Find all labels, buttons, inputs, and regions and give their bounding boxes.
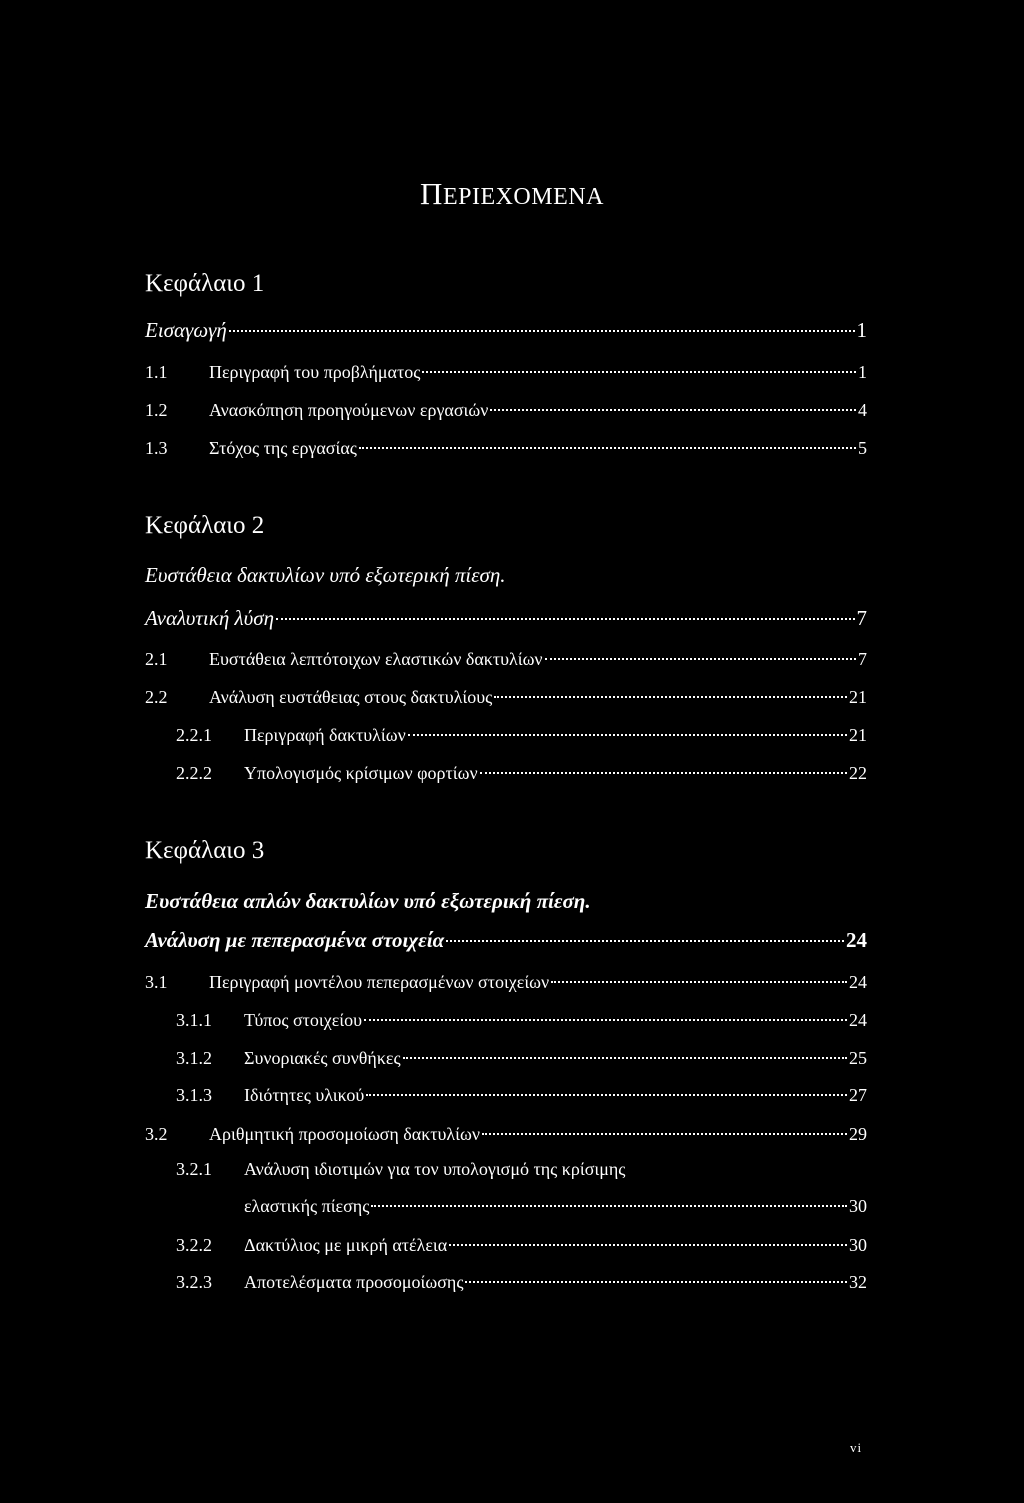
chapter-1-label: Κεφάλαιο 1 — [145, 270, 265, 297]
toc-entry-number: 3.2.1 — [176, 1159, 212, 1179]
toc-entry-number: 3.2.2 — [176, 1235, 212, 1255]
toc-entry-number: 3.1 — [145, 972, 168, 992]
toc-entry-title: Περιγραφή μοντέλου πεπερασμένων στοιχείων — [209, 972, 550, 992]
dot-leader — [545, 658, 856, 660]
toc-page-number: 4 — [858, 400, 867, 420]
dot-leader — [364, 1019, 847, 1021]
toc-entry-ch1-title[interactable] — [145, 316, 867, 344]
toc-entry-title: Ανάλυση με πεπερασμένα στοιχεία — [145, 928, 445, 952]
toc-entry-3-2-2[interactable] — [176, 1231, 867, 1259]
toc-entry-title: Περιγραφή δακτυλίων — [244, 725, 406, 745]
toc-entry-title: Συνοριακές συνθήκες — [244, 1048, 401, 1068]
toc-entry-2-2-1[interactable] — [176, 721, 867, 749]
toc-entry-title: Στόχος της εργασίας — [209, 438, 357, 458]
dot-leader — [446, 940, 844, 942]
chapter-2-title: Ευστάθεια δακτυλίων υπό εξωτερική πίεση. — [145, 563, 506, 587]
toc-page-number: 27 — [849, 1085, 867, 1105]
toc-entry-number: 3.1.2 — [176, 1048, 212, 1068]
toc-entry-number: 2.2.1 — [176, 725, 212, 745]
toc-entry-1-2[interactable] — [145, 396, 867, 424]
toc-page-number: 21 — [849, 687, 867, 707]
toc-entry-title: Τύπος στοιχείου — [244, 1010, 363, 1030]
toc-entry-title: Ανάλυση ευστάθειας στους δακτυλίους — [209, 687, 493, 707]
toc-page-number: 30 — [849, 1196, 867, 1216]
toc-entry-2-2[interactable] — [145, 683, 867, 711]
toc-page-number: 24 — [846, 928, 867, 952]
toc-entry-1-1[interactable] — [145, 358, 867, 386]
toc-entry-title: Εισαγωγή — [145, 318, 227, 342]
toc-page-number: 32 — [849, 1272, 867, 1292]
toc-entry-title: Ανάλυση ιδιοτιμών για τον υπολογισμό της κρίσιμης — [244, 1159, 626, 1179]
chapter-3-label: Κεφάλαιο 3 — [145, 837, 265, 864]
toc-entry-3-1[interactable] — [145, 968, 867, 996]
dot-leader — [403, 1057, 847, 1059]
toc-page-number: 24 — [849, 972, 867, 992]
toc-entry-number: 1.2 — [145, 400, 168, 420]
toc-entry-1-3[interactable] — [145, 434, 867, 462]
page-title: ΠΕΡΙΕΧΟΜΕΝΑ — [420, 176, 604, 211]
dot-leader — [449, 1244, 847, 1246]
chapter-2-label: Κεφάλαιο 2 — [145, 512, 265, 539]
toc-entry-number: 3.2 — [145, 1124, 168, 1144]
footer-page-number: vi — [850, 1440, 863, 1455]
toc-page-number: 25 — [849, 1048, 867, 1068]
dot-leader — [276, 618, 855, 620]
dot-leader — [229, 330, 855, 332]
toc-entry-number: 2.1 — [145, 649, 168, 669]
toc-entry-number: 3.2.3 — [176, 1272, 212, 1292]
toc-page-number: 1 — [858, 362, 867, 382]
toc-entry-title: Ευστάθεια λεπτότοιχων ελαστικών δακτυλίων — [209, 649, 543, 669]
toc-entry-title: Ανασκόπηση προηγούμενων εργασιών — [209, 400, 489, 420]
dot-leader — [422, 371, 856, 373]
toc-page-number: 29 — [849, 1124, 867, 1144]
toc-entry-ch2-title[interactable] — [145, 604, 867, 632]
toc-entry-3-2[interactable] — [145, 1120, 867, 1148]
dot-leader — [371, 1205, 847, 1207]
toc-entry-title: Αναλυτική λύση — [145, 606, 274, 630]
dot-leader — [408, 734, 847, 736]
toc-entry-number: 1.3 — [145, 438, 168, 458]
toc-entry-number: 2.2 — [145, 687, 168, 707]
toc-page-number: 1 — [856, 318, 867, 342]
toc-entry-number: 1.1 — [145, 362, 168, 382]
toc-entry-3-1-2[interactable] — [176, 1044, 867, 1072]
toc-entry-3-2-1[interactable] — [176, 1155, 867, 1183]
toc-entry-title: Περιγραφή του προβλήματος — [209, 362, 421, 382]
toc-entry-3-2-1-cont[interactable] — [244, 1192, 867, 1220]
dot-leader — [366, 1094, 847, 1096]
toc-entry-3-1-1[interactable] — [176, 1006, 867, 1034]
toc-entry-2-2-2[interactable] — [176, 759, 867, 787]
toc-page-number: 24 — [849, 1010, 867, 1030]
toc-entry-title: Αριθμητική προσομοίωση δακτυλίων — [209, 1124, 480, 1144]
chapter-3-title: Ευστάθεια απλών δακτυλίων υπό εξωτερική πίεση. — [145, 889, 591, 913]
toc-entry-title: Δακτύλιος με μικρή ατέλεια — [244, 1235, 448, 1255]
toc-entry-3-2-3[interactable] — [176, 1268, 867, 1296]
toc-entry-number: 2.2.2 — [176, 763, 212, 783]
toc-entry-title: Αποτελέσματα προσομοίωσης — [244, 1272, 464, 1292]
toc-entry-2-1[interactable] — [145, 645, 867, 673]
toc-page-number: 22 — [849, 763, 867, 783]
dot-leader — [494, 696, 847, 698]
toc-entry-title-cont: ελαστικής πίεσης — [244, 1196, 370, 1216]
toc-page-number: 7 — [858, 649, 867, 669]
toc-entry-3-1-3[interactable] — [176, 1081, 867, 1109]
toc-entry-title: Ιδιότητες υλικού — [244, 1085, 365, 1105]
toc-page-number: 7 — [856, 606, 867, 630]
dot-leader — [359, 447, 856, 449]
dot-leader — [482, 1133, 847, 1135]
toc-entry-number: 3.1.1 — [176, 1010, 212, 1030]
dot-leader — [551, 981, 847, 983]
toc-page-number: 5 — [858, 438, 867, 458]
dot-leader — [490, 409, 856, 411]
toc-entry-ch3-title[interactable] — [145, 926, 867, 954]
dot-leader — [480, 772, 847, 774]
toc-page-number: 21 — [849, 725, 867, 745]
dot-leader — [465, 1281, 847, 1283]
toc-page-number: 30 — [849, 1235, 867, 1255]
toc-entry-title: Υπολογισμός κρίσιμων φορτίων — [244, 763, 478, 783]
toc-entry-number: 3.1.3 — [176, 1085, 212, 1105]
